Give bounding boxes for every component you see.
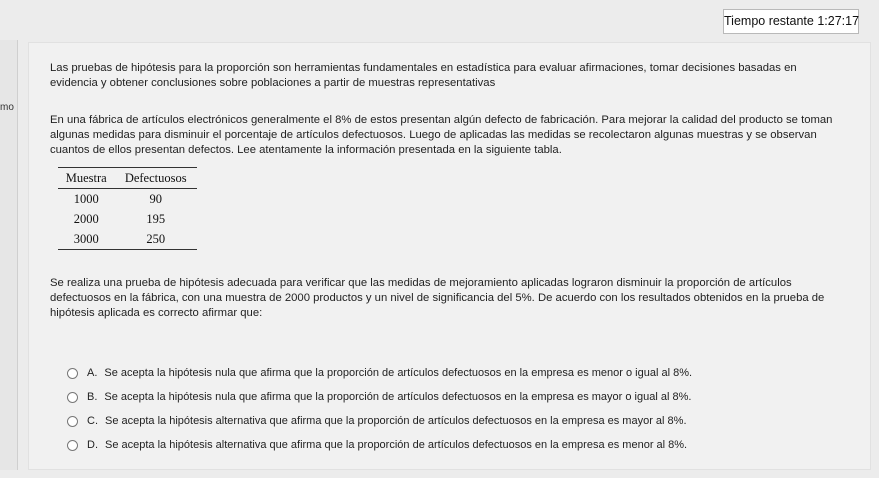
radio-button-icon[interactable] xyxy=(67,440,78,451)
timer-value: 1:27:17 xyxy=(817,14,860,28)
option-text: Se acepta la hipótesis alternativa que afirma que la proporción de artículos defectuosos en la empresa es mayor al 8%. xyxy=(105,415,687,427)
option-letter: A. xyxy=(87,367,98,379)
option-d[interactable] xyxy=(67,433,827,457)
option-c[interactable] xyxy=(67,409,827,433)
samples-table xyxy=(58,167,197,250)
cell-muestra: 3000 xyxy=(58,229,114,250)
table-row xyxy=(58,229,197,250)
radio-button-icon[interactable] xyxy=(67,416,78,427)
radio-button-icon[interactable] xyxy=(67,368,78,379)
option-a[interactable] xyxy=(67,361,827,385)
table-header-row xyxy=(58,168,197,189)
timer-label: Tiempo restante xyxy=(724,14,814,28)
header-defectuosos: Defectuosos xyxy=(114,168,197,189)
answer-options xyxy=(67,361,827,457)
table-row xyxy=(58,209,197,229)
option-b[interactable] xyxy=(67,385,827,409)
cell-muestra: 1000 xyxy=(73,192,99,206)
cell-muestra: 2000 xyxy=(73,212,99,226)
question-prompt: Se realiza una prueba de hipótesis adecuada para verificar que las medidas de mejoramiento aplicadas lograron disminuir la proporción de artículos defectuosos en la fábrica, con una muestra de 2000 productos y un nivel de significancia del 5%. De acuerdo con los resultados obtenidos en la prueba de hipótesis aplicada es correcto afirmar que: xyxy=(50,277,825,319)
header-muestra: Muestra xyxy=(58,168,114,189)
radio-button-icon[interactable] xyxy=(67,392,78,403)
option-text: Se acepta la hipótesis nula que afirma que la proporción de artículos defectuosos en la empresa es mayor o igual al 8%. xyxy=(104,391,692,403)
option-letter: C. xyxy=(87,415,98,427)
left-edge-text: mo xyxy=(0,102,14,113)
option-text: Se acepta la hipótesis alternativa que afirma que la proporción de artículos defectuosos en la empresa es menor al 8%. xyxy=(105,439,688,451)
question-context: En una fábrica de artículos electrónicos generalmente el 8% de estos presentan algún defecto de fabricación. Para mejorar la calidad del producto se toman algunas medidas para disminuir el porcentaje de artículos defectuosos. Luego de aplicadas las medidas se recolectaron algunas muestras y se observan cuantos de ellos presentan defectos. Lee atentamente la información presentada en la siguiente tabla. xyxy=(50,114,833,156)
option-letter: D. xyxy=(87,439,98,451)
option-letter: B. xyxy=(87,391,98,403)
cell-defectuosos: 250 xyxy=(114,229,197,250)
question-intro: Las pruebas de hipótesis para la proporción son herramientas fundamentales en estadística para evaluar afirmaciones, tomar decisiones basadas en evidencia y obtener conclusiones sobre poblaciones a partir de muestras representativas xyxy=(50,62,797,89)
cell-defectuosos: 90 xyxy=(149,192,162,206)
time-remaining xyxy=(723,9,859,34)
option-text: Se acepta la hipótesis nula que afirma que la proporción de artículos defectuosos en la empresa es menor o igual al 8%. xyxy=(104,367,693,379)
table-row xyxy=(58,189,197,210)
cell-defectuosos: 195 xyxy=(146,212,166,226)
